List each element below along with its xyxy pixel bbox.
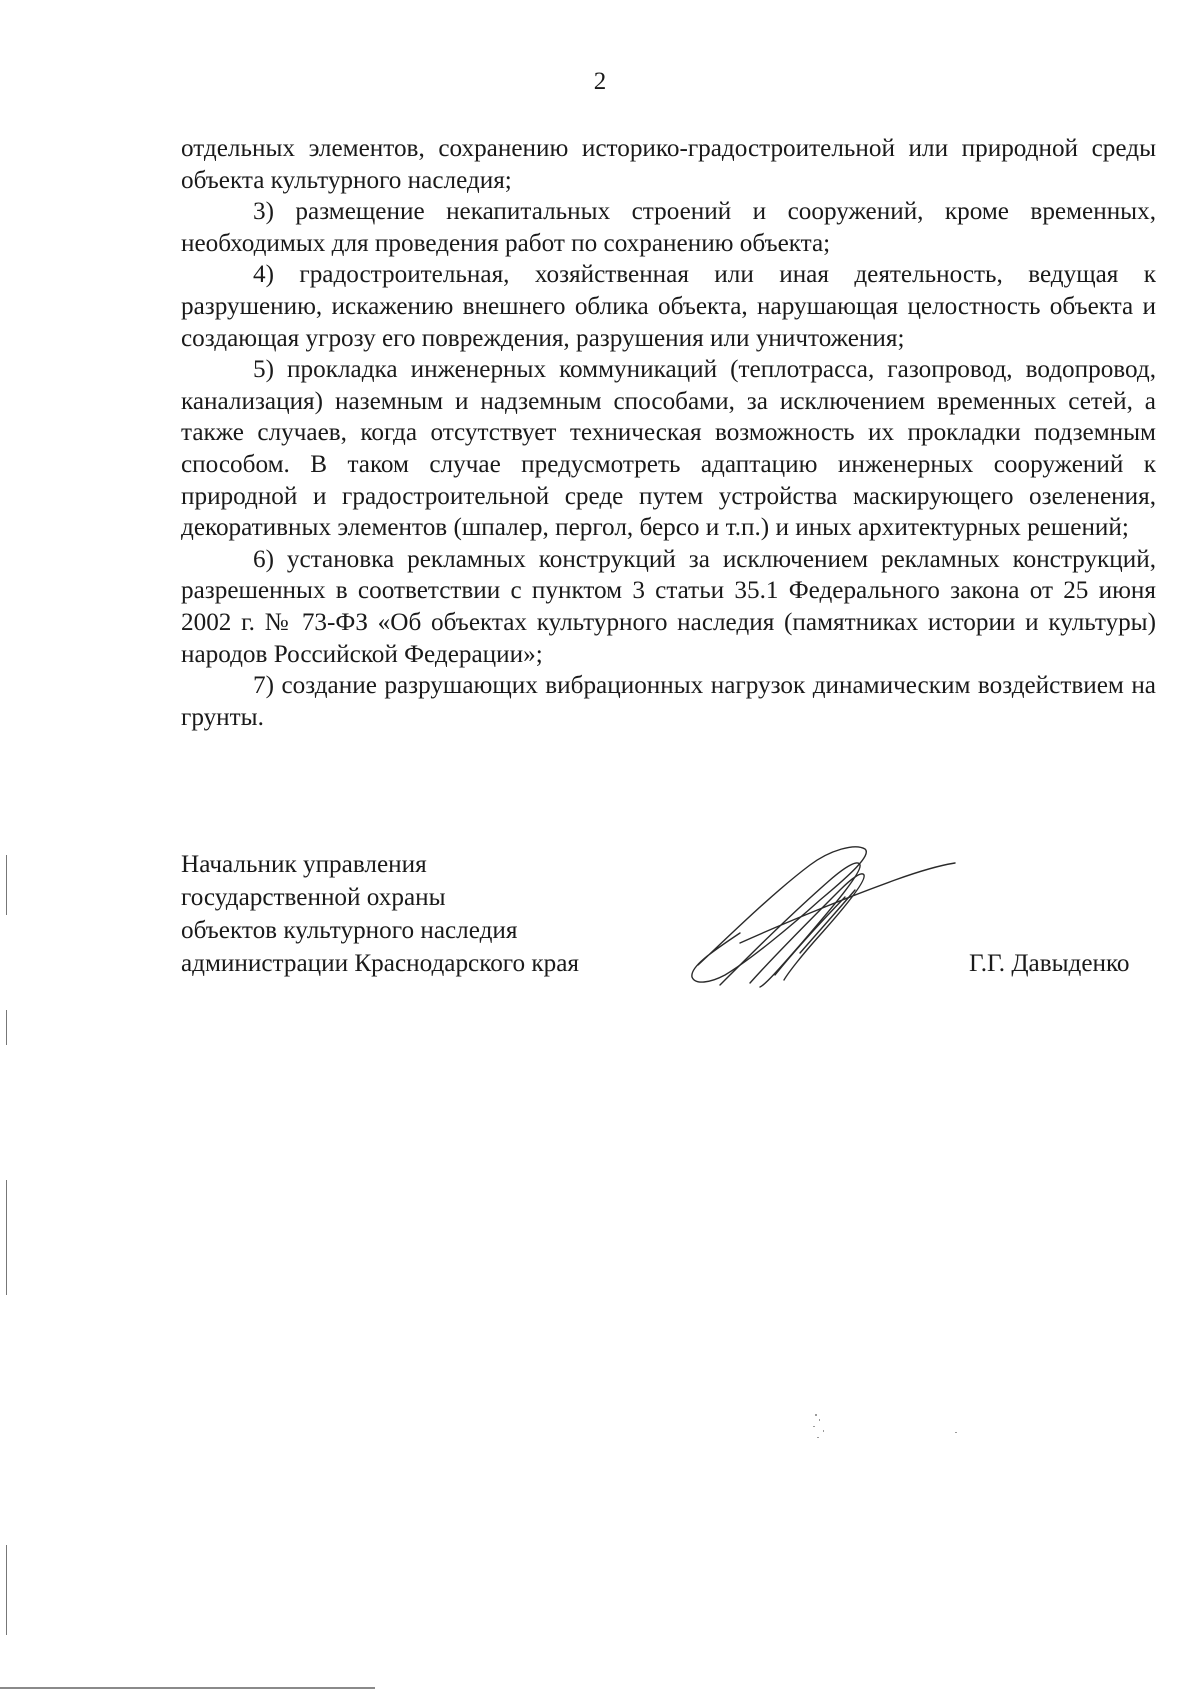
handwritten-signature	[680, 835, 960, 995]
position-line: администрации Краснодарского края	[181, 950, 579, 977]
scan-edge-mark	[6, 1545, 7, 1635]
position-line: объектов культурного наследия	[181, 917, 518, 944]
scan-noise	[805, 1410, 965, 1450]
signatory-position	[181, 848, 579, 980]
list-item-3: 3) размещение некапитальных строений и сооружений, кроме временных, необходимых для проведения работ по сохранению объекта;	[181, 198, 1156, 257]
scan-edge-mark	[6, 1010, 7, 1045]
list-item-6: 6) установка рекламных конструкций за исключением рекламных конструкций, разрешенных в соответствии с пунктом 3 статьи 35.1 Федерального закона от 25 июня 2002 г. № 73-ФЗ «Об объектах культурного наследия (памятниках истории и культуры) народов Российской Федерации»;	[181, 545, 1156, 668]
paragraph-continuation: отдельных элементов, сохранению историко-градостроительной или природной среды объекта культурного наследия;	[181, 135, 1156, 194]
scan-edge-mark	[6, 855, 7, 915]
scan-edge-mark	[0, 1687, 375, 1689]
list-item-7: 7) создание разрушающих вибрационных нагрузок динамическим воздействием на грунты.	[181, 672, 1156, 731]
signatory-name: Г.Г. Давыденко	[969, 950, 1130, 977]
position-line: Начальник управления	[181, 851, 427, 878]
document-body	[181, 133, 1156, 733]
list-item-5: 5) прокладка инженерных коммуникаций (теплотрасса, газопровод, водопровод, канализация) наземным и надземным способами, за исключением временных сетей, а также случаев, когда отсутствует техническая возможность их прокладки подземным способом. В таком случае предусмотреть адаптацию инженерных сооружений к природной и градостроительной среде путем устройства маскирующего озеленения, декоративных элементов (шпалер, пергол, берсо и т.п.) и иных архитектурных решений;	[181, 356, 1156, 542]
position-line: государственной охраны	[181, 884, 446, 911]
page-number: 2	[593, 68, 607, 95]
list-item-4: 4) градостроительная, хозяйственная или иная деятельность, ведущая к разрушению, искажению внешнего облика объекта, нарушающая целостность объекта и создающая угрозу его повреждения, разрушения или уничтожения;	[181, 261, 1156, 352]
scan-edge-mark	[6, 1180, 7, 1295]
